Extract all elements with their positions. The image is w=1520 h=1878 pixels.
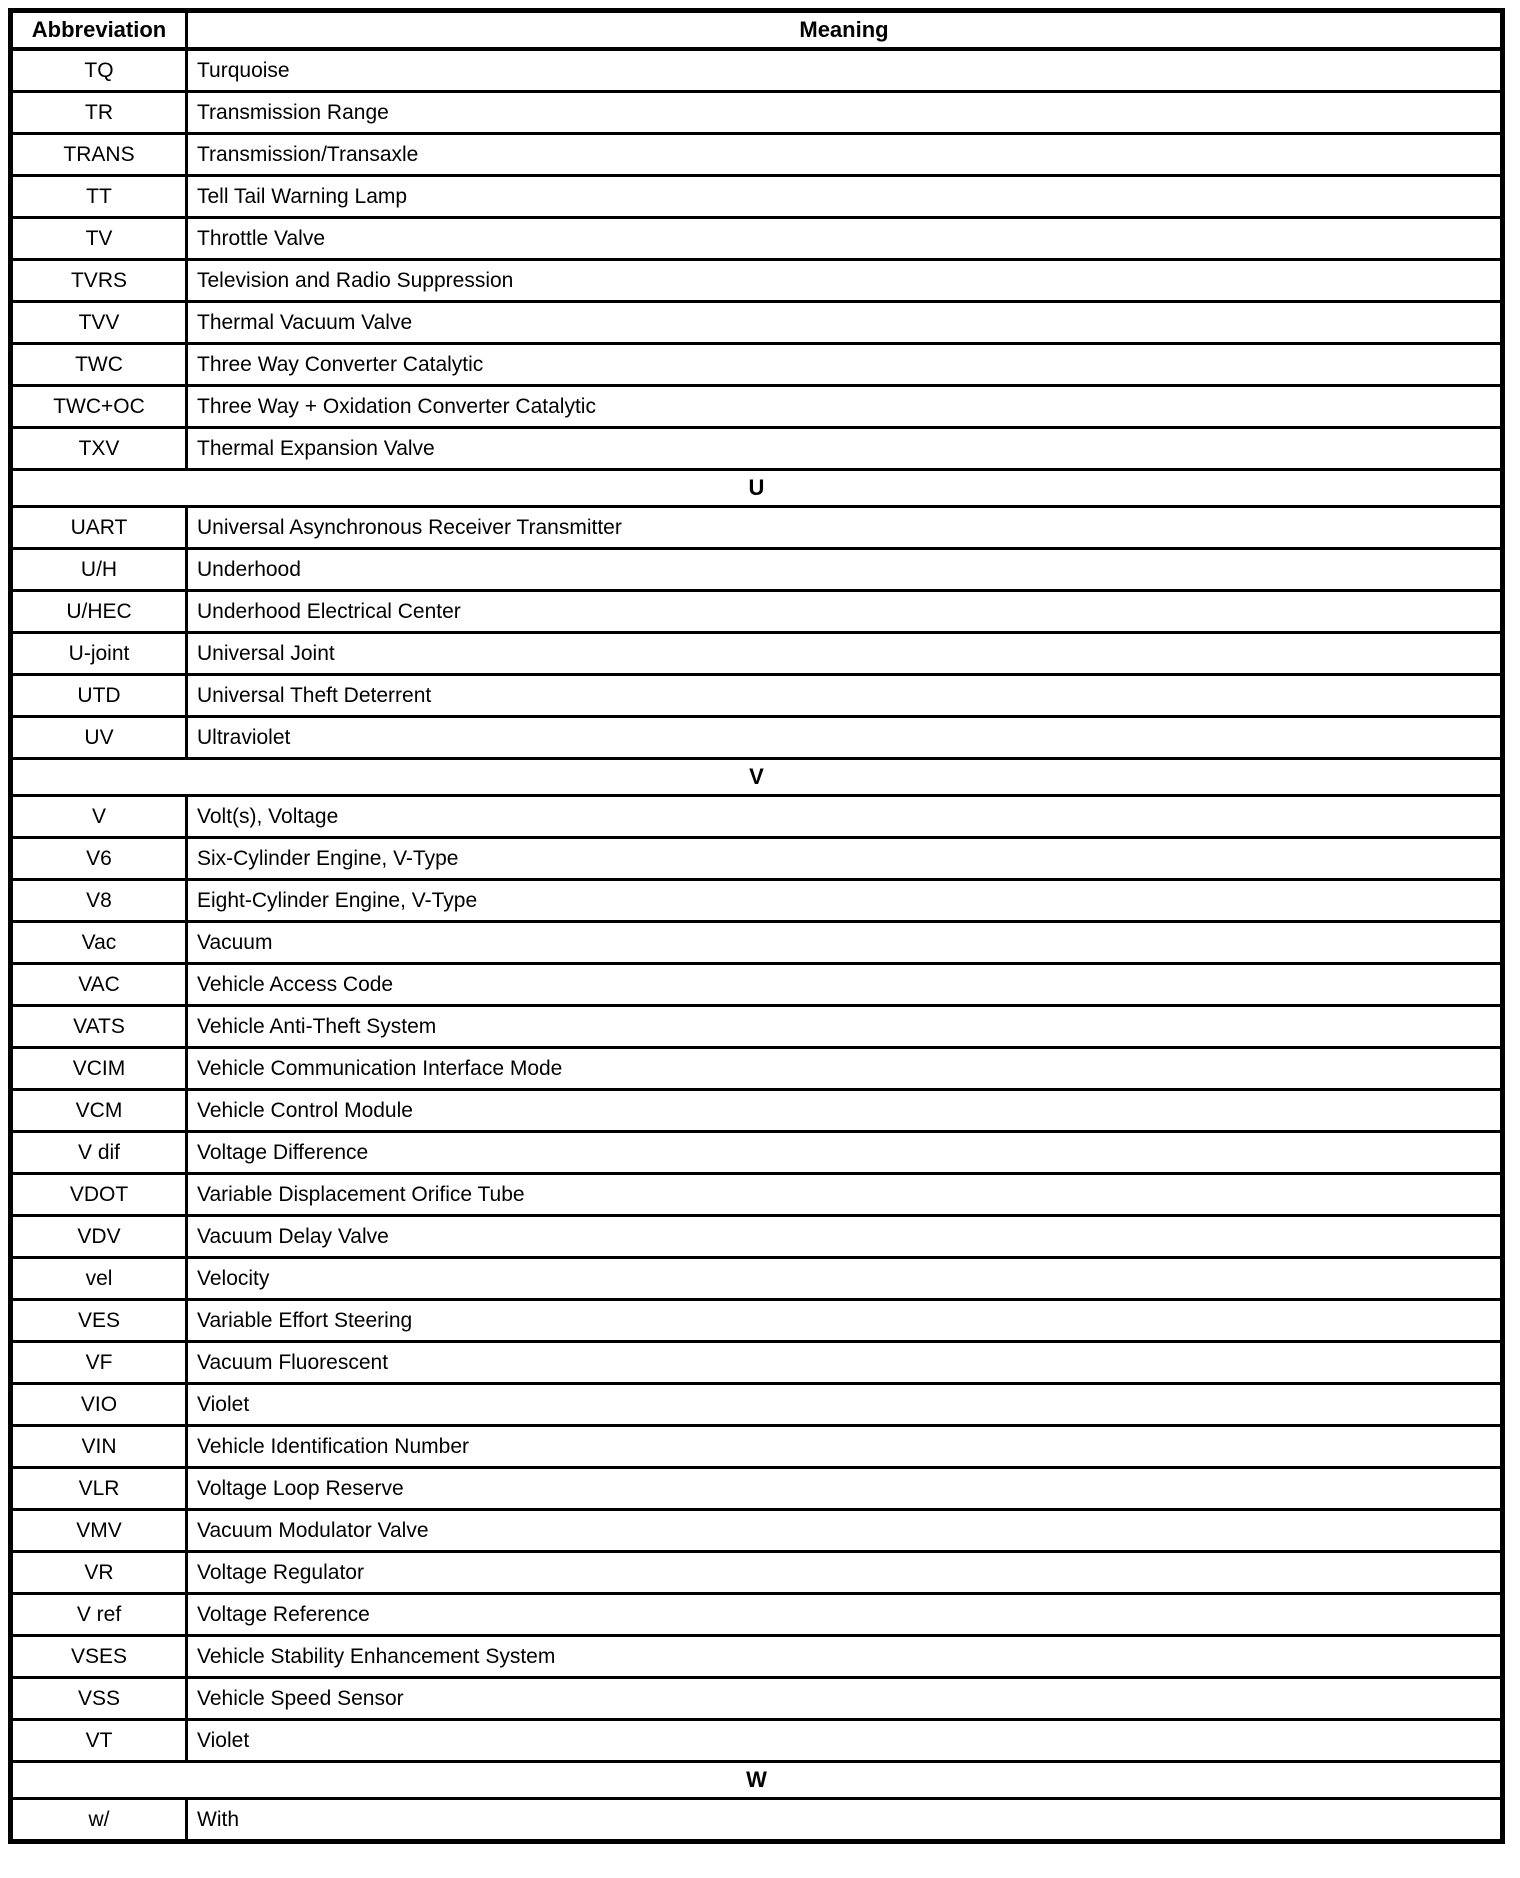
meaning-cell: Vacuum Modulator Valve [187, 1510, 1503, 1552]
abbreviation-column-header: Abbreviation [11, 11, 187, 50]
meaning-cell: Underhood [187, 549, 1503, 591]
meaning-cell: Vehicle Identification Number [187, 1426, 1503, 1468]
meaning-cell: Voltage Loop Reserve [187, 1468, 1503, 1510]
table-row [11, 92, 1503, 134]
abbreviation-cell: w/ [11, 1799, 187, 1842]
meaning-cell: Thermal Expansion Valve [187, 428, 1503, 470]
abbreviation-cell: VAC [11, 964, 187, 1006]
abbreviation-cell: VCIM [11, 1048, 187, 1090]
meaning-cell: Vacuum Delay Valve [187, 1216, 1503, 1258]
table-row [11, 1426, 1503, 1468]
meaning-cell: Tell Tail Warning Lamp [187, 176, 1503, 218]
table-row [11, 1594, 1503, 1636]
meaning-cell: Universal Asynchronous Receiver Transmitter [187, 507, 1503, 549]
table-row [11, 675, 1503, 717]
meaning-cell: Velocity [187, 1258, 1503, 1300]
header-row [11, 11, 1503, 50]
abbreviation-cell: TVRS [11, 260, 187, 302]
table-row [11, 922, 1503, 964]
abbreviation-cell: VT [11, 1720, 187, 1762]
table-header [11, 11, 1503, 50]
section-letter: W [11, 1762, 1503, 1799]
table-row [11, 964, 1503, 1006]
meaning-cell: Transmission/Transaxle [187, 134, 1503, 176]
meaning-cell: Vehicle Access Code [187, 964, 1503, 1006]
table-body [11, 49, 1503, 1842]
abbreviation-cell: TR [11, 92, 187, 134]
abbreviation-cell: TRANS [11, 134, 187, 176]
table-row [11, 1258, 1503, 1300]
table-row [11, 344, 1503, 386]
abbreviation-table [8, 8, 1505, 1844]
abbreviation-cell: TV [11, 218, 187, 260]
meaning-cell: Transmission Range [187, 92, 1503, 134]
meaning-cell: Vehicle Anti-Theft System [187, 1006, 1503, 1048]
table-row [11, 1048, 1503, 1090]
meaning-cell: Volt(s), Voltage [187, 796, 1503, 838]
abbreviation-cell: VIO [11, 1384, 187, 1426]
table-row [11, 1636, 1503, 1678]
meaning-cell: Variable Effort Steering [187, 1300, 1503, 1342]
abbreviation-cell: U/H [11, 549, 187, 591]
abbreviation-cell: VDOT [11, 1174, 187, 1216]
abbreviation-cell: TXV [11, 428, 187, 470]
meaning-cell: Vacuum [187, 922, 1503, 964]
abbreviation-cell: TVV [11, 302, 187, 344]
meaning-cell: Variable Displacement Orifice Tube [187, 1174, 1503, 1216]
abbreviation-cell: VCM [11, 1090, 187, 1132]
abbreviation-cell: U/HEC [11, 591, 187, 633]
abbreviation-cell: VR [11, 1552, 187, 1594]
meaning-cell: Television and Radio Suppression [187, 260, 1503, 302]
abbreviation-cell: UV [11, 717, 187, 759]
meaning-cell: Turquoise [187, 49, 1503, 92]
abbreviation-cell: VES [11, 1300, 187, 1342]
meaning-cell: Vehicle Communication Interface Mode [187, 1048, 1503, 1090]
table-row [11, 1799, 1503, 1842]
table-row [11, 1216, 1503, 1258]
abbreviation-cell: TQ [11, 49, 187, 92]
abbreviation-cell: VATS [11, 1006, 187, 1048]
abbreviation-cell: V6 [11, 838, 187, 880]
meaning-cell: Vacuum Fluorescent [187, 1342, 1503, 1384]
table-row [11, 1006, 1503, 1048]
meaning-cell: Thermal Vacuum Valve [187, 302, 1503, 344]
meaning-cell: With [187, 1799, 1503, 1842]
table-row [11, 591, 1503, 633]
table-row [11, 260, 1503, 302]
abbreviation-cell: VLR [11, 1468, 187, 1510]
abbreviation-cell: VDV [11, 1216, 187, 1258]
abbreviation-cell: UTD [11, 675, 187, 717]
abbreviation-cell: U-joint [11, 633, 187, 675]
meaning-cell: Three Way Converter Catalytic [187, 344, 1503, 386]
meaning-cell: Three Way + Oxidation Converter Catalytic [187, 386, 1503, 428]
abbreviation-cell: TWC [11, 344, 187, 386]
abbreviation-cell: V [11, 796, 187, 838]
meaning-cell: Voltage Regulator [187, 1552, 1503, 1594]
table-row [11, 1174, 1503, 1216]
section-letter: V [11, 759, 1503, 796]
abbreviation-cell: TWC+OC [11, 386, 187, 428]
meaning-cell: Vehicle Stability Enhancement System [187, 1636, 1503, 1678]
table-row [11, 134, 1503, 176]
abbreviation-cell: V dif [11, 1132, 187, 1174]
section-row [11, 1762, 1503, 1799]
table-row [11, 717, 1503, 759]
meaning-cell: Voltage Difference [187, 1132, 1503, 1174]
table-row [11, 1342, 1503, 1384]
table-row [11, 1678, 1503, 1720]
table-row [11, 1300, 1503, 1342]
table-row [11, 1132, 1503, 1174]
section-row [11, 759, 1503, 796]
table-row [11, 1468, 1503, 1510]
meaning-cell: Eight-Cylinder Engine, V-Type [187, 880, 1503, 922]
meaning-cell: Throttle Valve [187, 218, 1503, 260]
meaning-cell: Six-Cylinder Engine, V-Type [187, 838, 1503, 880]
abbreviation-cell: VSES [11, 1636, 187, 1678]
abbreviation-cell: VSS [11, 1678, 187, 1720]
meaning-column-header: Meaning [187, 11, 1503, 50]
table-row [11, 549, 1503, 591]
meaning-cell: Violet [187, 1384, 1503, 1426]
abbreviation-cell: VF [11, 1342, 187, 1384]
table-row [11, 633, 1503, 675]
table-row [11, 1384, 1503, 1426]
table-row [11, 49, 1503, 92]
meaning-cell: Ultraviolet [187, 717, 1503, 759]
section-letter: U [11, 470, 1503, 507]
table-row [11, 176, 1503, 218]
abbreviation-cell: TT [11, 176, 187, 218]
table-row [11, 1552, 1503, 1594]
table-row [11, 880, 1503, 922]
table-row [11, 302, 1503, 344]
table-row [11, 796, 1503, 838]
table-row [11, 1510, 1503, 1552]
abbreviation-cell: V8 [11, 880, 187, 922]
meaning-cell: Universal Theft Deterrent [187, 675, 1503, 717]
meaning-cell: Underhood Electrical Center [187, 591, 1503, 633]
abbreviation-cell: V ref [11, 1594, 187, 1636]
meaning-cell: Vehicle Control Module [187, 1090, 1503, 1132]
meaning-cell: Voltage Reference [187, 1594, 1503, 1636]
abbreviation-cell: vel [11, 1258, 187, 1300]
table-row [11, 218, 1503, 260]
table-row [11, 838, 1503, 880]
table-row [11, 1720, 1503, 1762]
meaning-cell: Universal Joint [187, 633, 1503, 675]
meaning-cell: Violet [187, 1720, 1503, 1762]
table-row [11, 507, 1503, 549]
table-row [11, 428, 1503, 470]
meaning-cell: Vehicle Speed Sensor [187, 1678, 1503, 1720]
abbreviation-cell: Vac [11, 922, 187, 964]
abbreviation-cell: VMV [11, 1510, 187, 1552]
section-row [11, 470, 1503, 507]
abbreviation-cell: UART [11, 507, 187, 549]
table-row [11, 386, 1503, 428]
abbreviation-cell: VIN [11, 1426, 187, 1468]
table-row [11, 1090, 1503, 1132]
